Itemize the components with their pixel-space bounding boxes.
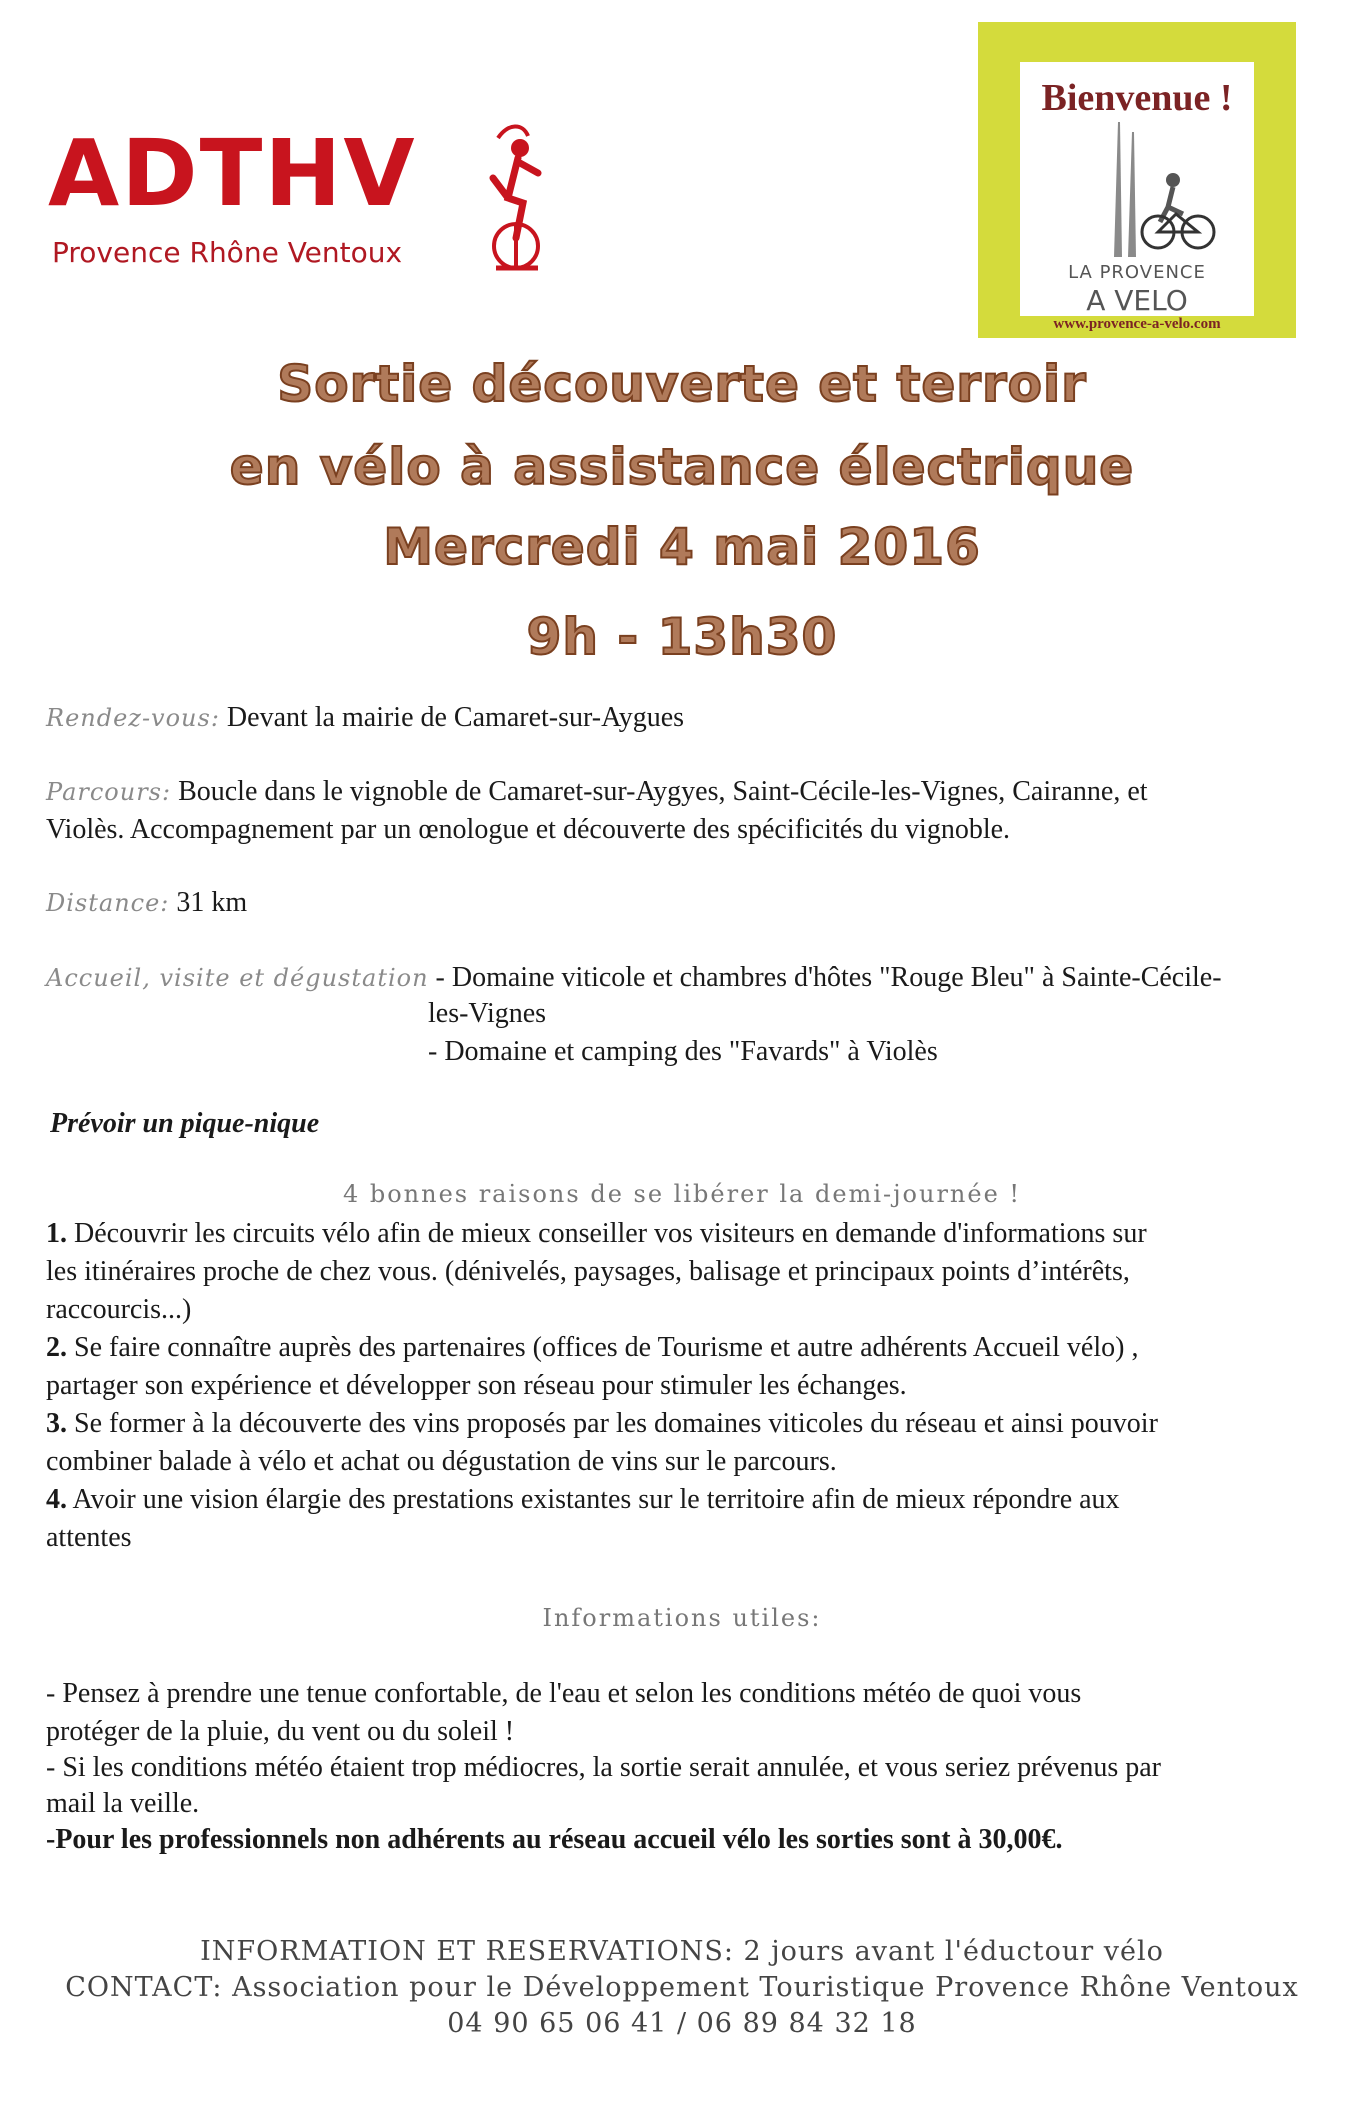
badge-line2: A VELO xyxy=(1086,284,1188,317)
cyclist-icon xyxy=(478,118,578,273)
reason-3 xyxy=(46,1406,1158,1442)
accueil-item1-line2: les-Vignes xyxy=(428,998,547,1029)
contact-line1: INFORMATION ET RESERVATIONS: 2 jours avant l'éductour vélo xyxy=(200,1936,1164,1967)
reason-1-num: 1. xyxy=(46,1218,67,1249)
reason-1-line3: raccourcis...) xyxy=(46,1294,192,1325)
reason-3-line1: Se former à la découverte des vins proposés par les domaines viticoles du réseau et ainsi pouvoir xyxy=(74,1408,1158,1439)
parcours-row xyxy=(46,774,1148,810)
accueil-item1-line1: - Domaine viticole et chambres d'hôtes "Rouge Bleu" à Sainte-Cécile- xyxy=(428,962,1222,993)
accueil-label: Accueil, visite et dégustation xyxy=(46,964,429,992)
reason-2 xyxy=(46,1330,1138,1366)
badge-line1: LA PROVENCE xyxy=(1068,262,1206,283)
reason-4-num: 4. xyxy=(46,1484,67,1515)
reason-2-line2: partager son expérience et développer son réseau pour stimuler les échanges. xyxy=(46,1370,907,1401)
distance-row xyxy=(46,885,247,921)
badge-inner xyxy=(1020,62,1254,316)
distance-value: 31 km xyxy=(169,887,248,918)
contact-line2: CONTACT: Association pour le Développement Touristique Provence Rhône Ventoux xyxy=(65,1972,1299,2003)
title-line1: Sortie découverte et terroir xyxy=(277,355,1087,413)
rdv-row xyxy=(46,700,684,736)
provence-velo-badge xyxy=(978,22,1296,338)
title-line2: en vélo à assistance électrique xyxy=(229,438,1135,496)
accueil-row xyxy=(46,960,1222,996)
adthv-logo xyxy=(48,118,568,288)
parcours-line1: Boucle dans le vignoble de Camaret-sur-Aygyes, Saint-Cécile-les-Vignes, Cairanne, et xyxy=(171,776,1148,807)
distance-label: Distance: xyxy=(46,889,170,917)
info-line1: - Pensez à prendre une tenue confortable, de l'eau et selon les conditions météo de quoi vous xyxy=(46,1678,1082,1709)
info-line2: protéger de la pluie, du vent ou du soleil ! xyxy=(46,1716,515,1747)
reason-4-line1: Avoir une vision élargie des prestations existantes sur le territoire afin de mieux répondre aux xyxy=(72,1484,1120,1515)
reason-4 xyxy=(46,1482,1120,1518)
rdv-value: Devant la mairie de Camaret-sur-Aygues xyxy=(219,702,685,733)
reason-2-num: 2. xyxy=(46,1332,67,1363)
org-subtitle: Provence Rhône Ventoux xyxy=(52,236,403,269)
reason-3-num: 3. xyxy=(46,1408,67,1439)
badge-welcome: Bienvenue ! xyxy=(1041,77,1233,119)
reason-2-line1: Se faire connaître auprès des partenaires (offices de Tourisme et autre adhérents Accueil vélo) , xyxy=(74,1332,1139,1363)
accueil-item2: - Domaine et camping des "Favards" à Violès xyxy=(428,1036,938,1067)
reason-3-line2: combiner balade à vélo et achat ou dégustation de vins sur le parcours. xyxy=(46,1446,837,1477)
info-heading: Informations utiles: xyxy=(542,1604,822,1632)
reason-4-line2: attentes xyxy=(46,1522,132,1553)
title-time: 9h - 13h30 xyxy=(526,608,838,666)
parcours-line2: Violès. Accompagnement par un œnologue et découverte des spécificités du vignoble. xyxy=(46,814,1011,845)
info-line5: -Pour les professionnels non adhérents au réseau accueil vélo les sorties sont à 30,00€. xyxy=(46,1824,1063,1855)
picnic-note: Prévoir un pique-nique xyxy=(50,1108,320,1139)
reason-1 xyxy=(46,1216,1147,1252)
info-line3: - Si les conditions météo étaient trop médiocres, la sortie serait annulée, et vous seriez prévenus par xyxy=(46,1752,1161,1783)
badge-url: www.provence-a-velo.com xyxy=(1053,316,1221,332)
contact-phone: 04 90 65 06 41 / 06 89 84 32 18 xyxy=(447,2008,917,2039)
reasons-heading: 4 bonnes raisons de se libérer la demi-journée ! xyxy=(342,1180,1022,1208)
info-line4: mail la veille. xyxy=(46,1788,200,1819)
bicycle-icon xyxy=(1048,122,1228,262)
reason-1-line1: Découvrir les circuits vélo afin de mieux conseiller vos visiteurs en demande d'informations sur xyxy=(74,1218,1147,1249)
title-date: Mercredi 4 mai 2016 xyxy=(383,518,981,576)
reason-1-line2: les itinéraires proche de chez vous. (dénivelés, paysages, balisage et principaux points d’intérêts, xyxy=(46,1256,1130,1287)
rdv-label: Rendez-vous: xyxy=(46,704,220,732)
parcours-label: Parcours: xyxy=(46,778,172,806)
org-name: ADTHV xyxy=(48,120,417,227)
